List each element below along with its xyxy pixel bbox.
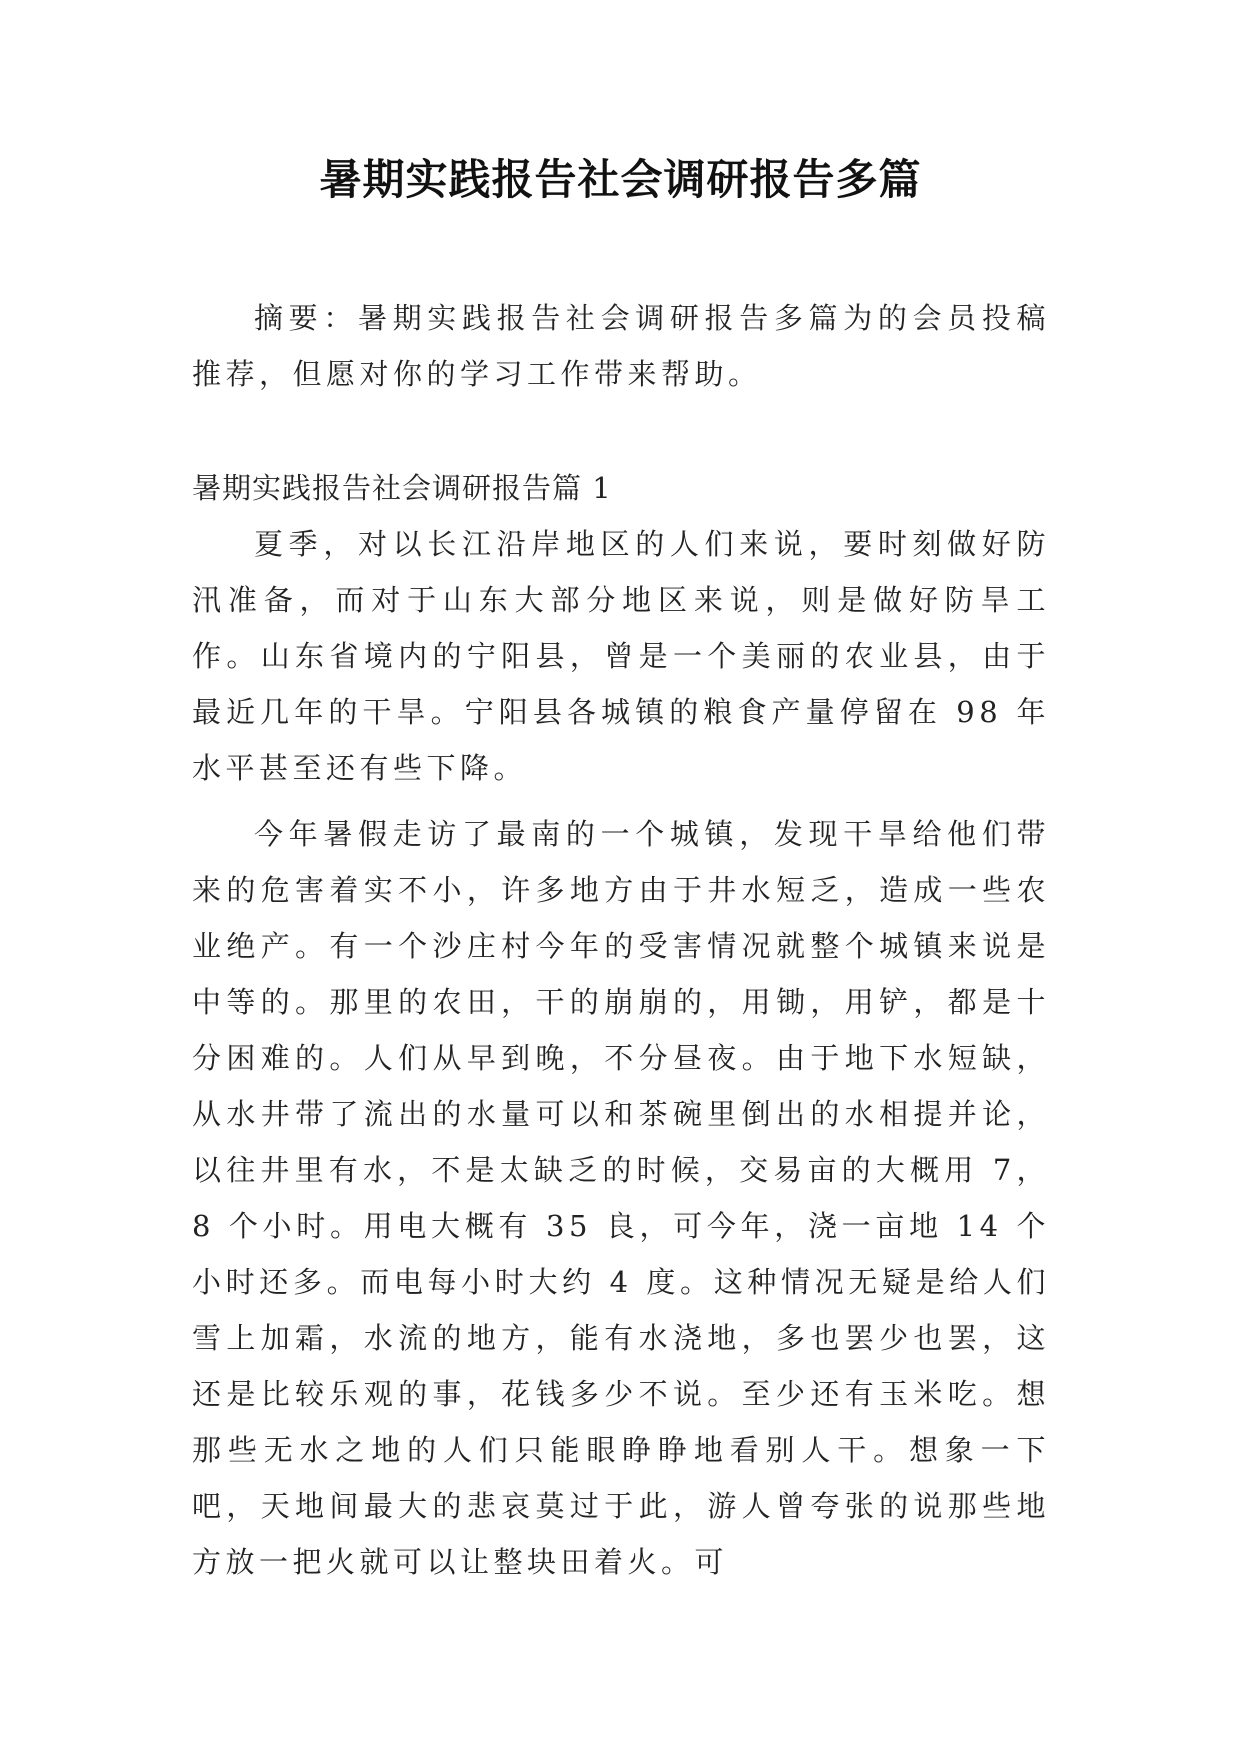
document-title: 暑期实践报告社会调研报告多篇 (319, 155, 922, 204)
abstract-paragraph: 摘要：暑期实践报告社会调研报告多篇为的会员投稿推荐，但愿对你的学习工作带来帮助。 (192, 301, 1050, 391)
section-heading: 暑期实践报告社会调研报告篇 1 (192, 471, 612, 505)
body-paragraph-1: 夏季，对以长江沿岸地区的人们来说，要时刻做好防汛准备，而对于山东大部分地区来说，则是做好防旱工作。山东省境内的宁阳县，曾是一个美丽的农业县，由于最近几年的干旱。宁阳县各城镇的粮食产量停留在 98 年水平甚至还有些下降。 (192, 527, 1050, 785)
body-paragraph-2: 今年暑假走访了最南的一个城镇，发现干旱给他们带来的危害着实不小，许多地方由于井水短乏，造成一些农业绝产。有一个沙庄村今年的受害情况就整个城镇来说是中等的。那里的农田，干的崩崩的，用锄，用铲，都是十分困难的。人们从早到晚，不分昼夜。由于地下水短缺，从水井带了流出的水量可以和茶碗里倒出的水相提并论，以往井里有水，不是太缺乏的时候，交易亩的大概用 7，8 个小时。用电大概有 35 良，可今年，浇一亩地 14 个小时还多。而电每小时大约 4 度。这种情况无疑是给人们雪上加霜，水流的地方，能有水浇地，多也罢少也罢，这还是比较乐观的事，花钱多少不说。至少还有玉米吃。想那些无水之地的人们只能眼睁睁地看别人干。想象一下吧，天地间最大的悲哀莫过于此，游人曾夸张的说那些地方放一把火就可以让整块田着火。可 (192, 817, 1050, 1579)
